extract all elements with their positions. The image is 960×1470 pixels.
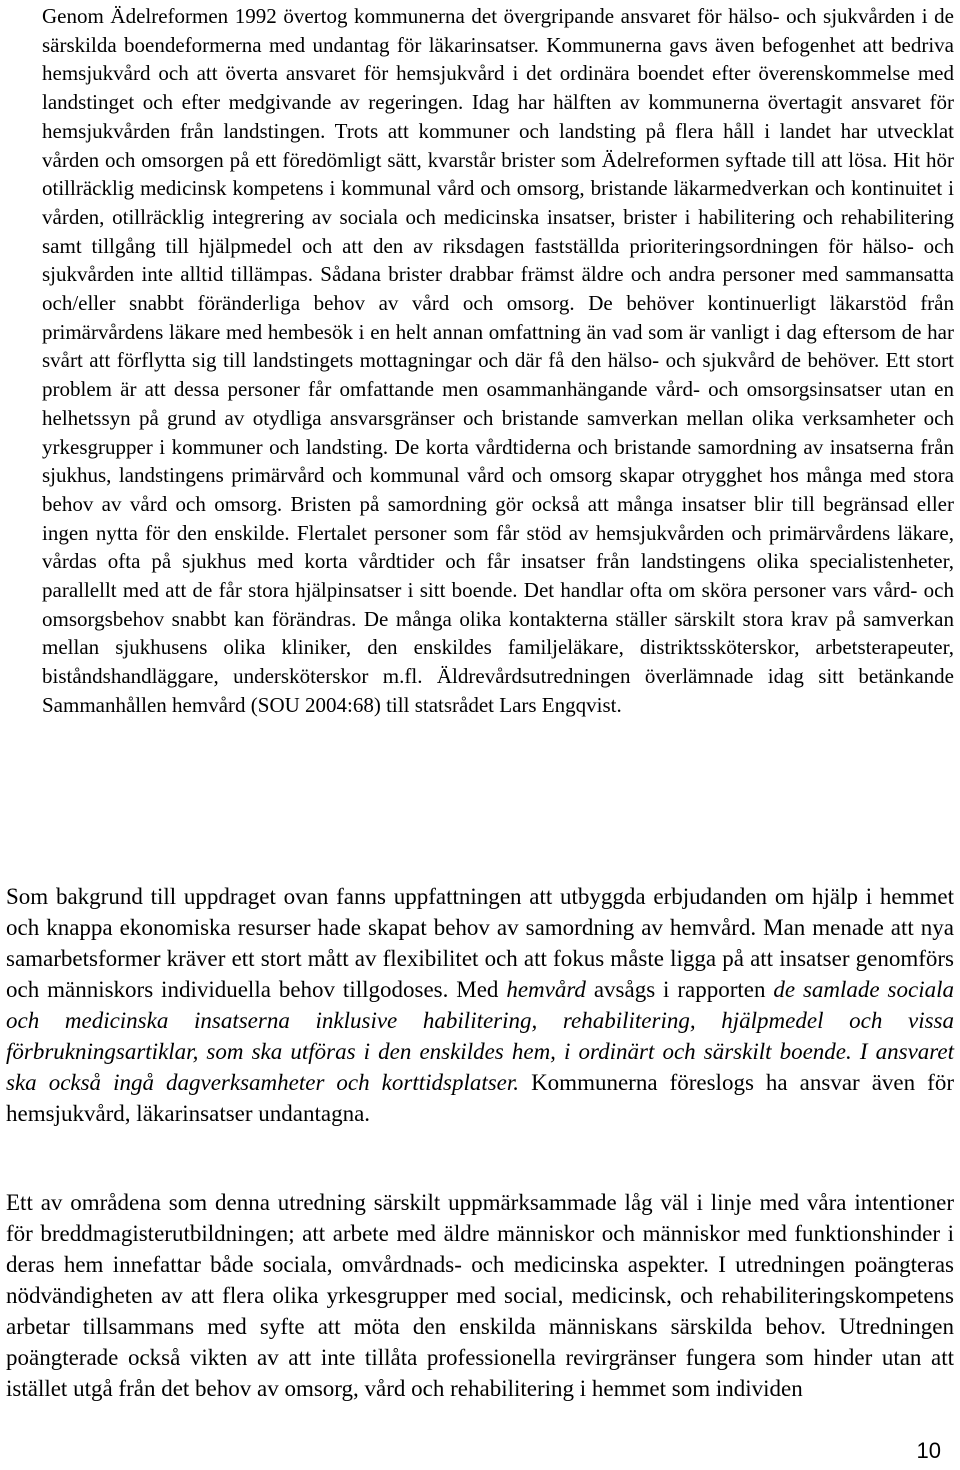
- body-paragraph-education: Ett av områdena som denna utredning särskilt uppmärksammade låg väl i linje med våra intentioner för breddmagisterutbildningen; att arbete med äldre människor och människor med funktionshinder i deras hem innefattar både sociala, omvårdnads- och medicinska aspekter. I utredningen poängteras nödvändigheten av att flera olika yrkesgrupper med social, medicinsk, och rehabiliteringskompetens arbetar tillsammans med syfte att möta den enskilda människans särskilda behov. Utredningen poängterade också vikten av att inte tillåta professionella revirgränser fungera som hinder utan att istället utgå från det behov av omsorg, vård och rehabilitering i hemmet som individen: [6, 1190, 954, 1401]
- definition-text: de samlade sociala och medicinska insatserna inklusive habilitering, rehabilitering, hjälpmedel och vissa förbrukningsartiklar, som ska utföras i den enskildes hem, i ordinärt och särskilt boende. I ansvaret ska också ingå dagverksamheter och korttidsplatser.: [6, 977, 954, 1095]
- paragraph-intro-text: Som bakgrund till uppdraget ovan fanns uppfattningen att utbyggda erbjudanden om hjälp i hemmet och knappa ekonomiska resurser hade skapat behov av samordning av hemvård. Man menade att nya samarbetsformer kräver ett stort mått av flexibilitet och att fokus måste ligga på att insatser genomförs och människors individuella behov tillgodoses. Med: [6, 884, 954, 1002]
- paragraph-middle-text: avsågs i rapporten: [585, 977, 774, 1002]
- body-paragraph-background: [6, 881, 954, 1129]
- term-hemvard: hemvård: [506, 977, 586, 1002]
- quoted-passage: Genom Ädelreformen 1992 övertog kommunerna det övergripande ansvaret för hälso- och sjukvården i de särskilda boendeformerna med undantag för läkarinsatser. Kommunerna gavs även befogenhet att bedriva hemsjukvård och att överta ansvaret för hemsjukvård i det ordinära boendet efter överenskommelse med landstinget och efter medgivande av regeringen. Idag har hälften av kommunerna övertagit ansvaret för hemsjukvården från landstingen. Trots att kommuner och landsting på flera håll i landet har utvecklat vården och omsorgen på ett föredömligt sätt, kvarstår brister som Ädelreformen syftade till att lösa. Hit hör otillräcklig medicinsk kompetens i kommunal vård och omsorg, bristande läkarmedverkan och kontinuitet i vården, otillräcklig integrering av sociala och medicinska insatser, brister i habilitering och rehabilitering samt tillgång till hjälpmedel och att den av riksdagen fastställda prioriteringsordningen för hälso- och sjukvården inte alltid tillämpas. Sådana brister drabbar främst äldre och andra personer med sammansatta och/eller snabbt föränderliga behov av vård och omsorg. De behöver kontinuerligt läkarstöd från primärvårdens läkare med hembesök i en helt annan omfattning än vad som är vanligt i dag eftersom de har svårt att förflytta sig till landstingets mottagningar och där få den hälso- och sjukvård de behöver. Ett stort problem är att dessa personer får omfattande men osammanhängande vård- och omsorgsinsatser utan en helhetssyn på grund av otydliga ansvarsgränser och bristande samverkan mellan olika verksamheter och yrkesgrupper i kommuner och landsting. De korta vårdtiderna och bristande samordning av insatserna från sjukhus, landstingens primärvård och kommunal vård och omsorg skapar otrygghet hos många med stora behov av vård och omsorg. Bristen på samordning gör också att många insatser blir till begränsad eller ingen nytta för den enskilde. Flertalet personer som får stöd av hemsjukvården och primärvårdens läkare, vårdas ofta på sjukhus med korta vårdtider och får insatser från landstingens olika specialistenheter, parallellt med att de får stora hjälpinsatser i sitt boende. Det handlar ofta om sköra personer vars vård- och omsorgsbehov snabbt kan förändras. De många olika kontakterna ställer särskilt stora krav på samverkan mellan sjukhusens olika kliniker, den enskildes familjeläkare, distriktssköterskor, arbetsterapeuter, biståndshandläggare, undersköterskor m.fl. Äldrevårdsutredningen överlämnade idag sitt betänkande Sammanhållen hemvård (SOU 2004:68) till statsrådet Lars Engqvist.: [42, 4, 954, 717]
- paragraph-outro-text: Kommunerna föreslogs ha ansvar även för hemsjukvård, läkarinsatser undantagna.: [6, 1070, 954, 1126]
- page-number: 10: [916, 1438, 941, 1463]
